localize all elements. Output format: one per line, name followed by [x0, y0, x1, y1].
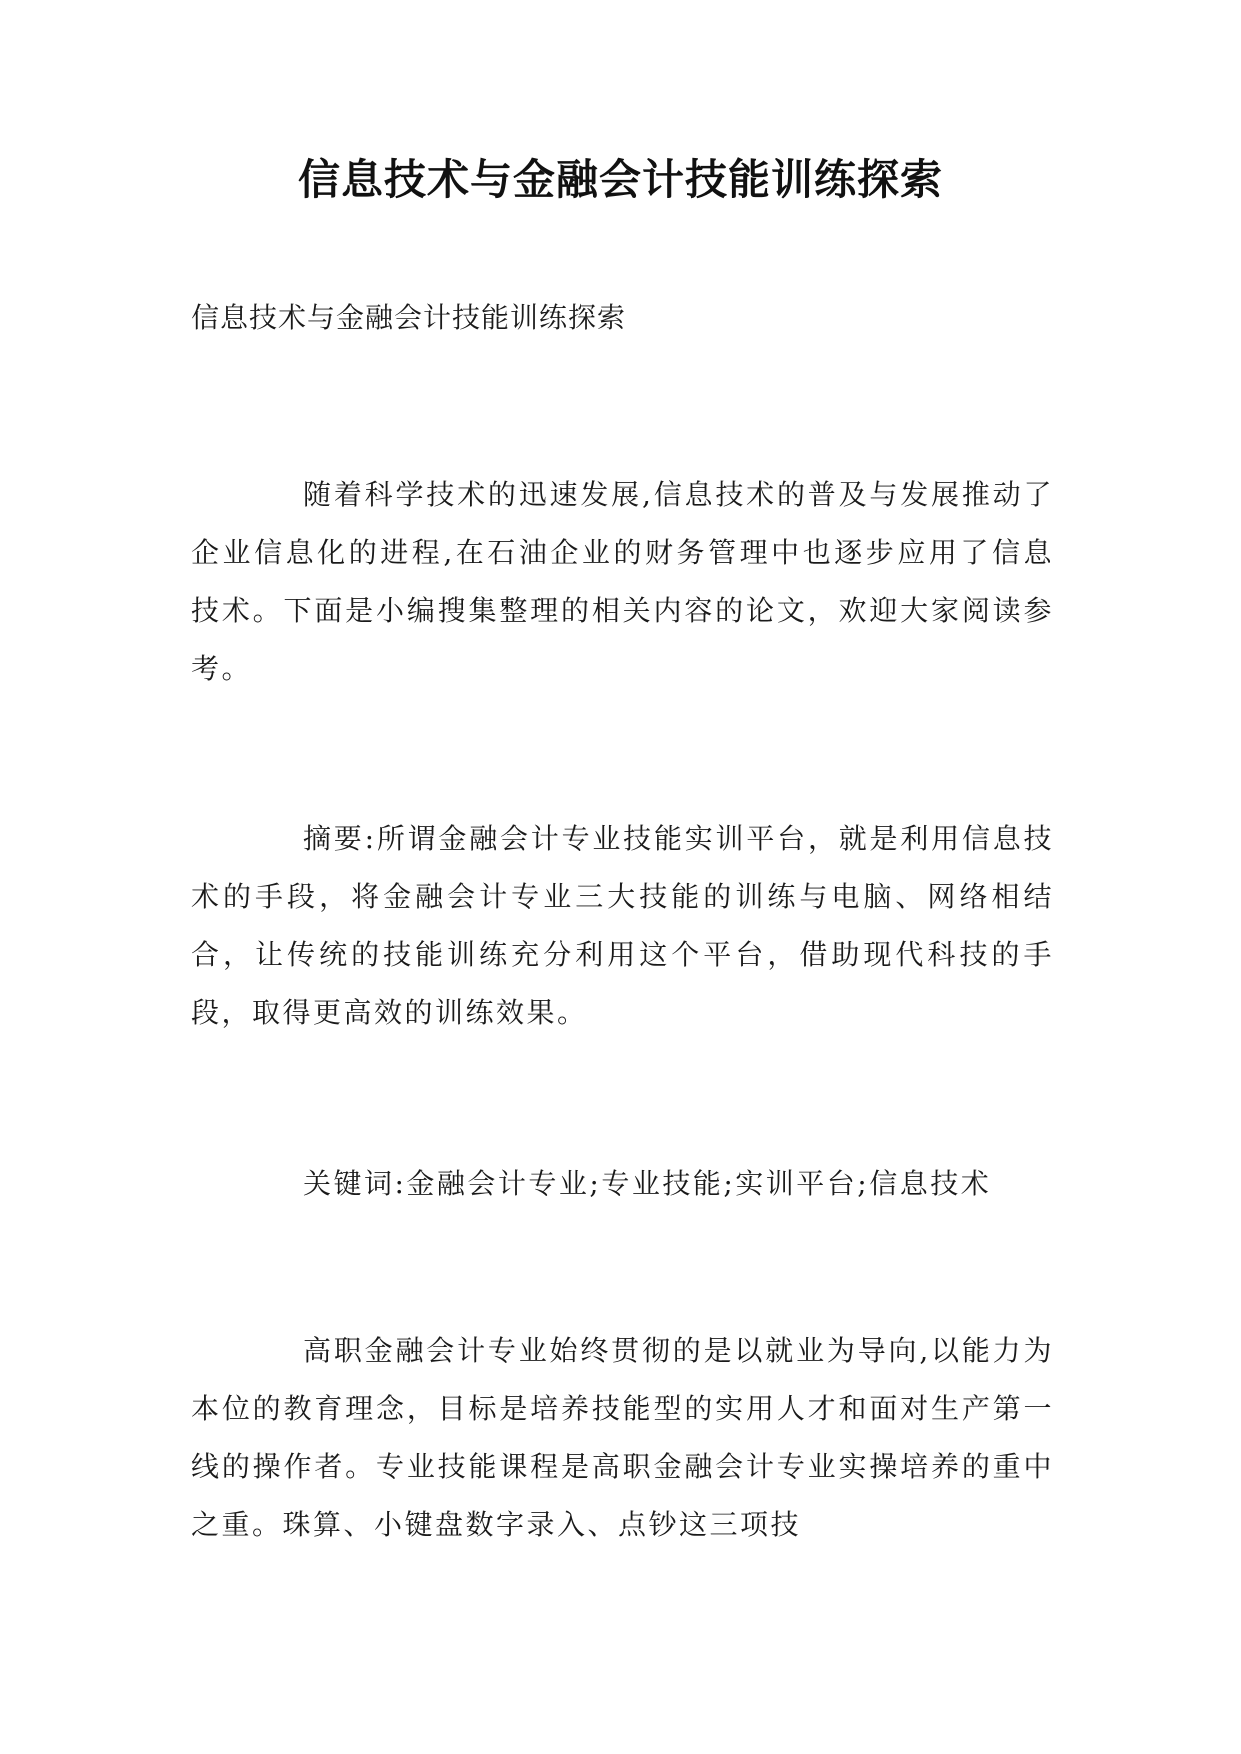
keywords-paragraph: 关键词:金融会计专业;专业技能;实训平台;信息技术 — [303, 1167, 992, 1200]
body-paragraph: 高职金融会计专业始终贯彻的是以就业为导向,以能力为本位的教育理念，目标是培养技能型的实用人才和面对生产第一线的操作者。专业技能课程是高职金融会计专业实操培养的重中之重。珠算、小键盘数字录入、点钞这三项技 — [191, 1334, 1054, 1541]
document-title: 信息技术与金融会计技能训练探索 — [297, 155, 943, 204]
abstract-paragraph: 摘要:所谓金融会计专业技能实训平台，就是利用信息技术的手段，将金融会计专业三大技能的训练与电脑、网络相结合，让传统的技能训练充分利用这个平台，借助现代科技的手段，取得更高效的训练效果。 — [191, 822, 1054, 1029]
document-subtitle: 信息技术与金融会计技能训练探索 — [191, 301, 627, 334]
intro-paragraph: 随着科学技术的迅速发展,信息技术的普及与发展推动了企业信息化的进程,在石油企业的财务管理中也逐步应用了信息技术。下面是小编搜集整理的相关内容的论文，欢迎大家阅读参考。 — [191, 478, 1054, 685]
